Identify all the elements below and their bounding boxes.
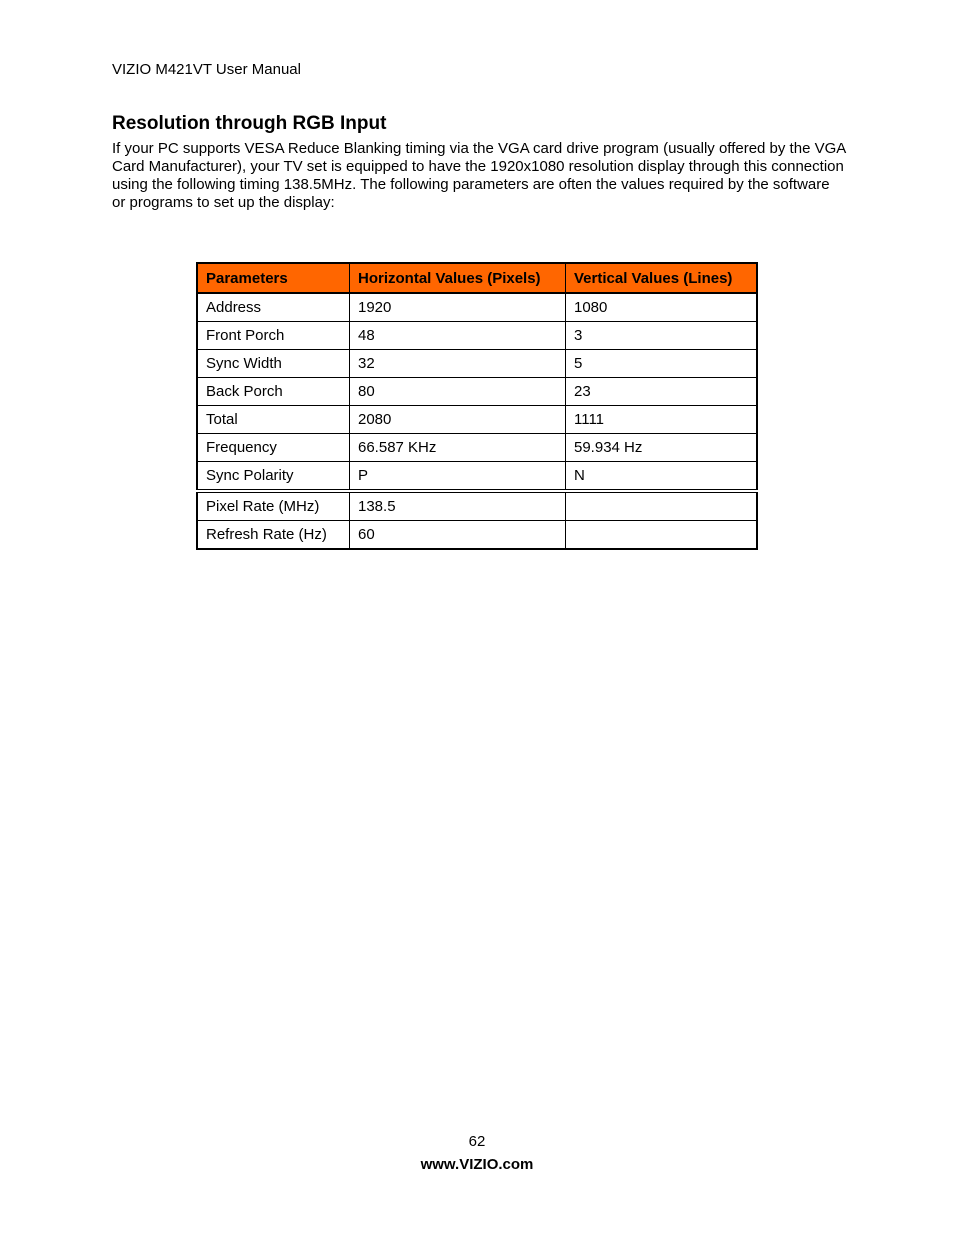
horizontal-value-cell: 48 xyxy=(350,322,566,350)
table-row xyxy=(197,434,757,462)
horizontal-value-cell: 2080 xyxy=(350,406,566,434)
parameter-cell: Front Porch xyxy=(197,322,350,350)
parameter-cell: Total xyxy=(197,406,350,434)
vertical-value-cell: 23 xyxy=(566,378,758,406)
horizontal-value-cell: 1920 xyxy=(350,293,566,322)
horizontal-value-cell: 32 xyxy=(350,350,566,378)
table-row xyxy=(197,322,757,350)
horizontal-value-cell: 138.5 xyxy=(350,491,566,521)
parameter-cell: Refresh Rate (Hz) xyxy=(197,521,350,550)
column-header-parameters: Parameters xyxy=(197,263,350,293)
table-header-row xyxy=(197,263,757,293)
parameter-cell: Sync Polarity xyxy=(197,462,350,492)
section-title: Resolution through RGB Input xyxy=(112,113,387,134)
timing-table xyxy=(196,262,758,550)
table-row xyxy=(197,491,757,521)
vertical-value-cell: 3 xyxy=(566,322,758,350)
table-row xyxy=(197,293,757,322)
table-row xyxy=(197,521,757,550)
horizontal-value-cell: P xyxy=(350,462,566,492)
table-row xyxy=(197,406,757,434)
footer-url: www.VIZIO.com xyxy=(420,1156,534,1173)
horizontal-value-cell: 80 xyxy=(350,378,566,406)
vertical-value-cell: 1080 xyxy=(566,293,758,322)
horizontal-value-cell: 66.587 KHz xyxy=(350,434,566,462)
page-number: 62 xyxy=(468,1133,486,1150)
vertical-value-cell: 59.934 Hz xyxy=(566,434,758,462)
vertical-value-cell xyxy=(566,521,758,550)
vertical-value-cell: N xyxy=(566,462,758,492)
parameter-cell: Back Porch xyxy=(197,378,350,406)
table-row xyxy=(197,462,757,492)
vertical-value-cell: 5 xyxy=(566,350,758,378)
parameter-cell: Frequency xyxy=(197,434,350,462)
table-row xyxy=(197,350,757,378)
vertical-value-cell xyxy=(566,491,758,521)
parameter-cell: Pixel Rate (MHz) xyxy=(197,491,350,521)
table-row xyxy=(197,378,757,406)
running-header: VIZIO M421VT User Manual xyxy=(112,61,301,78)
intro-paragraph: If your PC supports VESA Reduce Blanking timing via the VGA card drive program (usually offered by the VGA Card Manufacturer), your TV set is equipped to have the 1920x1080 resolution display through this connection using the following timing 138.5MHz. The following parameters are often the values required by the software or programs to set up the display: xyxy=(112,140,846,211)
column-header-vertical: Vertical Values (Lines) xyxy=(566,263,758,293)
horizontal-value-cell: 60 xyxy=(350,521,566,550)
column-header-horizontal: Horizontal Values (Pixels) xyxy=(350,263,566,293)
parameter-cell: Address xyxy=(197,293,350,322)
parameter-cell: Sync Width xyxy=(197,350,350,378)
vertical-value-cell: 1111 xyxy=(566,406,758,434)
